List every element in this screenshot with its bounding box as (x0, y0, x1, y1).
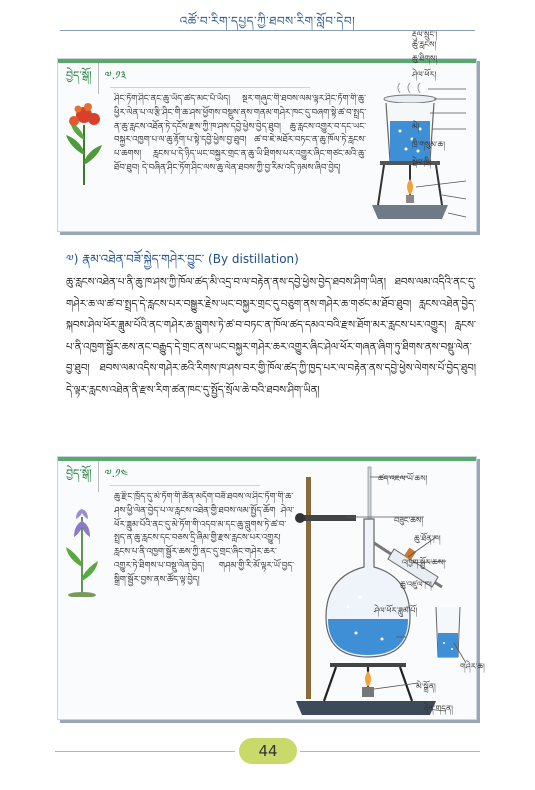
header-underline (110, 485, 260, 486)
section-heading-text: ༧) རྣམ་འཐེན་བཟོ་སྐྱེད་གཤེར་བྱུང་ (By distillation) (66, 252, 299, 266)
label-flame: མེ། (412, 122, 420, 131)
label-water-inlet: ཆུ་འཛུལ་ཁ། (400, 580, 432, 589)
label-condenser: འཁྱག་སྦྱོར་ཆས། (402, 558, 445, 567)
label-stand-base: རྟེན་གདན། (424, 704, 453, 713)
practice-box-2 (57, 456, 485, 720)
label-watch-glass: རྡུལ་སྲུང་། (412, 30, 438, 39)
practice-number: ༧.༡༣ (104, 68, 127, 82)
practice-box-header (66, 467, 128, 485)
footer-rule-left (55, 751, 235, 752)
label-burner: མེ་སྒྲོན། (416, 682, 436, 691)
header-underline (110, 87, 310, 88)
practice-label: བྱེད་སྒོ། (66, 461, 99, 492)
footer-rule-right (300, 751, 480, 752)
practice-label: བྱེད་སྒོ། (66, 63, 99, 94)
label-stand: སྡེབ་ཁྲི། (412, 158, 432, 167)
page-number-badge (239, 738, 297, 764)
flower-illustration (60, 95, 108, 185)
practice-box-header (66, 69, 126, 87)
label-clamp: བཟུང་ཆས། (394, 516, 424, 525)
bluebell-illustration (62, 497, 102, 597)
book-title: འཚོ་བ་རིག་དཔྱད་ཀྱི་ཐབས་རིག་སློབ་དེབ། (179, 14, 356, 28)
practice-number: ༧.༡༤ (104, 466, 129, 480)
label-distillate: གཤེར་ཆ། (460, 662, 485, 671)
label-water-drop: ཆུ་ཐིགས། (412, 54, 438, 63)
practice-box-1-text: ཤིང་ཏོག་ཤིང་ནང་ཆུ་ཡོད་ཚད་མང་པོ་ཡོད། སྔར་གཞུང་གི་ཐབས་ལམ་ལྟར་ཤིང་ཏོག་གི་ཆུ་ཕྱིར་ལེན་པ་ལ་རྩི་ཤིང་གི་ཆ་ཤས་ཕྱོགས་བསྡུས་ནས་གནམ་གཤེར་ཁང་དུ་བཞག་སྟེ་ཚ་བ་སྤྲད་ན་ཆུ་རླངས་འཐོན་ཏེ་དངོས་རྫས་ཀྱི་ཁ་ཤས་དབྱེ་ཕྱེས་བྱེད་ཐུབ། ཆུ་རླངས་འགྱུར་བ་དང་ཡང་བསྐྱར་འཁྱག་པ་ལ་ཆུ་རྟོག་པ་སྟེ་དབྱེ་ཕྱེས་བྱ་ཐུབ། ཚ་བ་ཇེ་མཐོར་བཏང་ན་ཆུ་ཁོལ་ཏེ་རླངས་པ་ཆགས། རླངས་པ་དེ་ཉིད་ཡང་བསྐྱར་གྲང་ན་ཆུ་ཡི་ཐིགས་པར་འགྱུར་ཞིང་གཙང་མའི་ཆུ་ཐོབ་ཐུབ། དེ་བཞིན་ཤིང་ཏོག་ཤིང་ལས་ཆུ་ལེན་ཐབས་ཀྱི་བྱ་རིམ་འདི་ཉམས་ཞིབ་བྱེད། (114, 94, 366, 173)
label-tripod: ཁྲི་གསུམ་ཆ། (412, 140, 446, 149)
label-beaker: ཤེལ་ཕོར། (412, 70, 437, 79)
label-flask: ཤེལ་ཕོར་ཟླུམ་པོ། (374, 606, 418, 615)
practice-box-2-text: ཆུ་རྫིང་ཁྲོད་དུ་མེ་ཏོག་གི་ཚོན་མདོག་བཟོ་ཐབས་ལ་ཤིང་ཏོག་གི་ཆ་ཤས་ཕྱི་ལེན་བྱེད་པ་ལ་རླངས་འཐེན་གྱི་ཐབས་ལམ་སྤྱོད་ཆོག ཤེལ་ཕོར་ཟླུམ་པོའི་ནང་དུ་མེ་ཏོག་གི་འདབ་མ་དང་ཆུ་བླུགས་ཏེ་ཚ་བ་སྤྲད་ན་ཆུ་རླངས་དང་བཅས་དྲི་ཞིམ་གྱི་རྫས་རླངས་པར་འགྱུར། རླངས་པ་ནི་འཁྱག་སྦྱོར་ཆས་ཀྱི་ནང་དུ་གྲང་ཞིང་གཤེར་ཆར་འགྱུར་ཏེ་ཐིགས་པ་བསྡུ་ལེན་བྱེད། གཤམ་གྱི་རི་མོ་ལྟར་ཡོ་བྱད་སྒྲིག་སྦྱོར་བྱས་ནས་ཚོད་ལྟ་བྱེད། (114, 492, 294, 585)
page-number: 44 (258, 742, 278, 760)
body-paragraph: ཆུ་རླངས་འཐེན་པ་ནི་ཆུ་ཁ་ཤས་ཀྱི་ཁོལ་ཚད་མི་འདྲ་བ་ལ་བརྟེན་ནས་དབྱེ་ཕྱེས་བྱེད་ཐབས་ཤིག་ཡིན། ཐབས་ལམ་འདིའི་ནང་དུ་གཤེར་ཆ་ལ་ཚ་བ་སྤྲད་དེ་རླངས་པར་བསྒྱུར་རྗེས་ཡང་བསྐྱར་གྲང་དུ་བཅུག་ནས་གཤེར་ཆ་གཙང་མ་ཐོབ་ཐུབ། རླངས་འཐེན་བྱེད་སྐབས་ཤེལ་ཕོར་ཟླུམ་པོའི་ནང་གཤེར་ཆ་བླུགས་ཏེ་ཚ་བ་བཏང་ན་ཁོལ་ཚད་དམའ་བའི་རྫས་ཐོག་མར་རླངས་པར་འགྱུར། རླངས་པ་ནི་འཁྱག་སྦྱོར་ཆས་ནང་བརྒྱུད་དེ་གྲང་ནས་ཡང་བསྐྱར་གཤེར་ཆར་འགྱུར་ཞིང་ཤེལ་ཕོར་གཞན་ཞིག་ཏུ་ཐིགས་ནས་བསྡུ་ལེན་བྱ་ཐུབ། ཐབས་ལམ་འདིས་གཤེར་ཆའི་རིགས་ཁ་ཤས་བར་གྱི་ཁོལ་ཚད་ཀྱི་ཁྱད་པར་ལ་བརྟེན་ནས་དབྱེ་ཕྱེས་ལེགས་པོ་བྱེད་ཐུབ། དེ་ལྟར་རླངས་འཐེན་ནི་རྫས་རིག་ཚན་ཁང་དུ་སྤྱོད་སྲོལ་ཆེ་བའི་ཐབས་ཤིག་ཡིན། (66, 277, 476, 396)
label-water-outlet: ཆུ་ཐོན་ཁ། (414, 534, 441, 543)
label-condensation: ཆུ་རླངས། (412, 40, 437, 49)
label-thermometer: ཚད་འཇལ་ཡོ་ཆས། (378, 474, 428, 483)
distillation-figure (286, 457, 474, 717)
page-header (0, 6, 535, 34)
